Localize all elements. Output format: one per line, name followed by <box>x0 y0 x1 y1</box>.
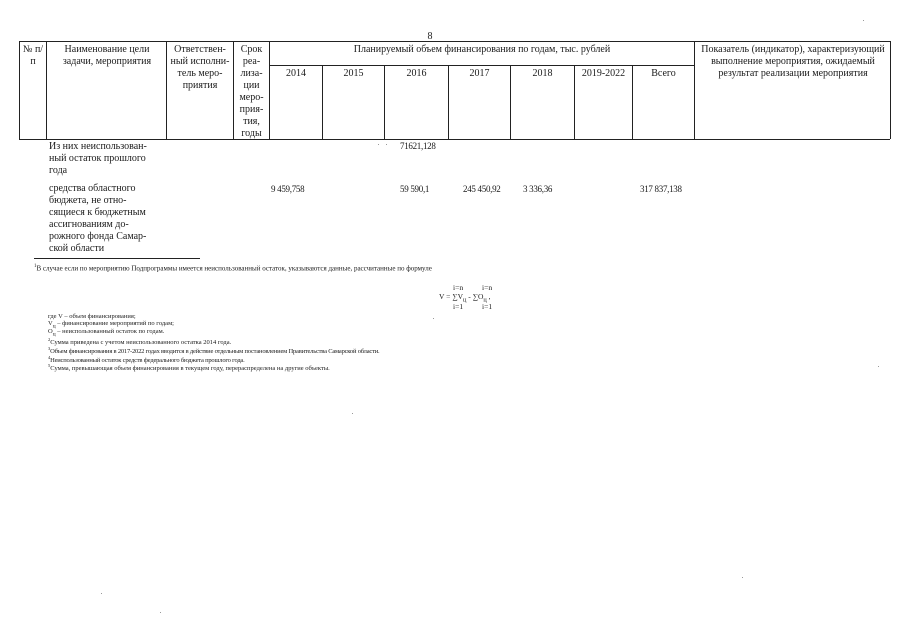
formula-bottom-1: i=1 <box>453 302 464 311</box>
scan-speck <box>101 593 102 594</box>
table-top-border <box>19 41 890 42</box>
footnote-note-4: $^4$Неиспользованный остаток средств федерального бюджета прошлого года. <box>48 355 245 365</box>
formula-top-2: i=n <box>482 283 493 292</box>
header-name: Наименование цели задачи, мероприятия <box>62 44 152 67</box>
scan-speck <box>742 577 743 578</box>
header-year-2019-2022: 2019-2022 <box>581 68 626 79</box>
scan-speck <box>378 144 379 145</box>
footnote-note-3: $^3$Объем финансирования в 2017-2022 годах вводится в действие отдельным постановлением Правительства Самарской области. <box>48 346 380 356</box>
scan-speck <box>878 366 879 367</box>
header-total: Всего <box>651 68 676 79</box>
col-border <box>166 41 167 139</box>
header-responsible: Ответствен-ный исполни-тель меро-приятия <box>170 44 230 91</box>
col-border <box>46 41 47 139</box>
footnote-vc: $V_ц$ – финансирование мероприятий по годам; <box>48 320 174 330</box>
header-year-2017: 2017 <box>469 68 490 79</box>
col-border <box>890 41 891 139</box>
col-border <box>694 41 695 139</box>
year-row-border <box>269 65 694 66</box>
scan-speck <box>433 318 434 319</box>
row-value-2014: 9 459,758 <box>271 184 305 194</box>
scan-speck <box>160 612 161 613</box>
header-year-2014: 2014 <box>286 68 306 79</box>
header-num: № п/п <box>22 44 44 67</box>
scan-speck <box>863 20 864 21</box>
table-header <box>19 41 890 139</box>
formula-main: $V = \sum V_ц - \sum O_ц$ , <box>439 292 491 304</box>
scan-speck <box>352 413 353 414</box>
row-value-2016: 71621,128 <box>400 141 436 151</box>
header-year-2016: 2016 <box>406 68 427 79</box>
formula-bottom-2: i=1 <box>482 302 493 311</box>
footnote-note-5: $^5$Сумма, превышающая объем финансирования в текущем году, перераспределена на другие объекты. <box>48 363 330 373</box>
footnote-oc: $O_ц$ – неиспользованный остаток по годам. <box>48 328 165 338</box>
formula-top-1: i=n <box>453 283 464 292</box>
page-number: 8 <box>427 31 433 42</box>
header-term: Срок реа-лиза-ции меро-прия-тия, годы <box>239 44 264 139</box>
row-value-total: 317 837,138 <box>640 184 682 194</box>
col-border <box>233 41 234 139</box>
footnote-note-2: $^2$Сумма приведена с учетом неиспользованного остатка 2014 года. <box>48 337 232 347</box>
header-year-2018: 2018 <box>532 68 553 79</box>
row-value-2017: 245 450,92 <box>463 184 501 194</box>
footnote-where: где V – объем финансирования; <box>48 313 136 320</box>
header-year-2015: 2015 <box>343 68 364 79</box>
header-planned-financing: Планируемый объем финансирования по годам, тыс. рублей <box>353 44 611 55</box>
footnote-main: $^1$В случае если по мероприятию Подпрограммы имеется неиспользованный остаток, указываются данные, рассчитанные по формуле <box>34 264 432 273</box>
col-border <box>19 41 20 139</box>
row-value-2016: 59 590,1 <box>400 184 430 194</box>
row-name: средства областного бюджета, не отно-сящиеся к бюджетным ассигнованиям до-рожного фонда Самар-ской области <box>49 183 147 254</box>
header-indicator: Показатель (индикатор), характеризующий выполнение мероприятия, ожидаемый результат реализации мероприятия <box>701 44 885 79</box>
table-header-bottom-border <box>19 139 890 140</box>
col-border <box>269 41 270 139</box>
row-name: Из них неиспользован-ный остаток прошлого года <box>49 141 147 176</box>
scan-speck <box>386 144 387 145</box>
footnote-separator <box>34 258 200 259</box>
row-value-2018: 3 336,36 <box>523 184 553 194</box>
